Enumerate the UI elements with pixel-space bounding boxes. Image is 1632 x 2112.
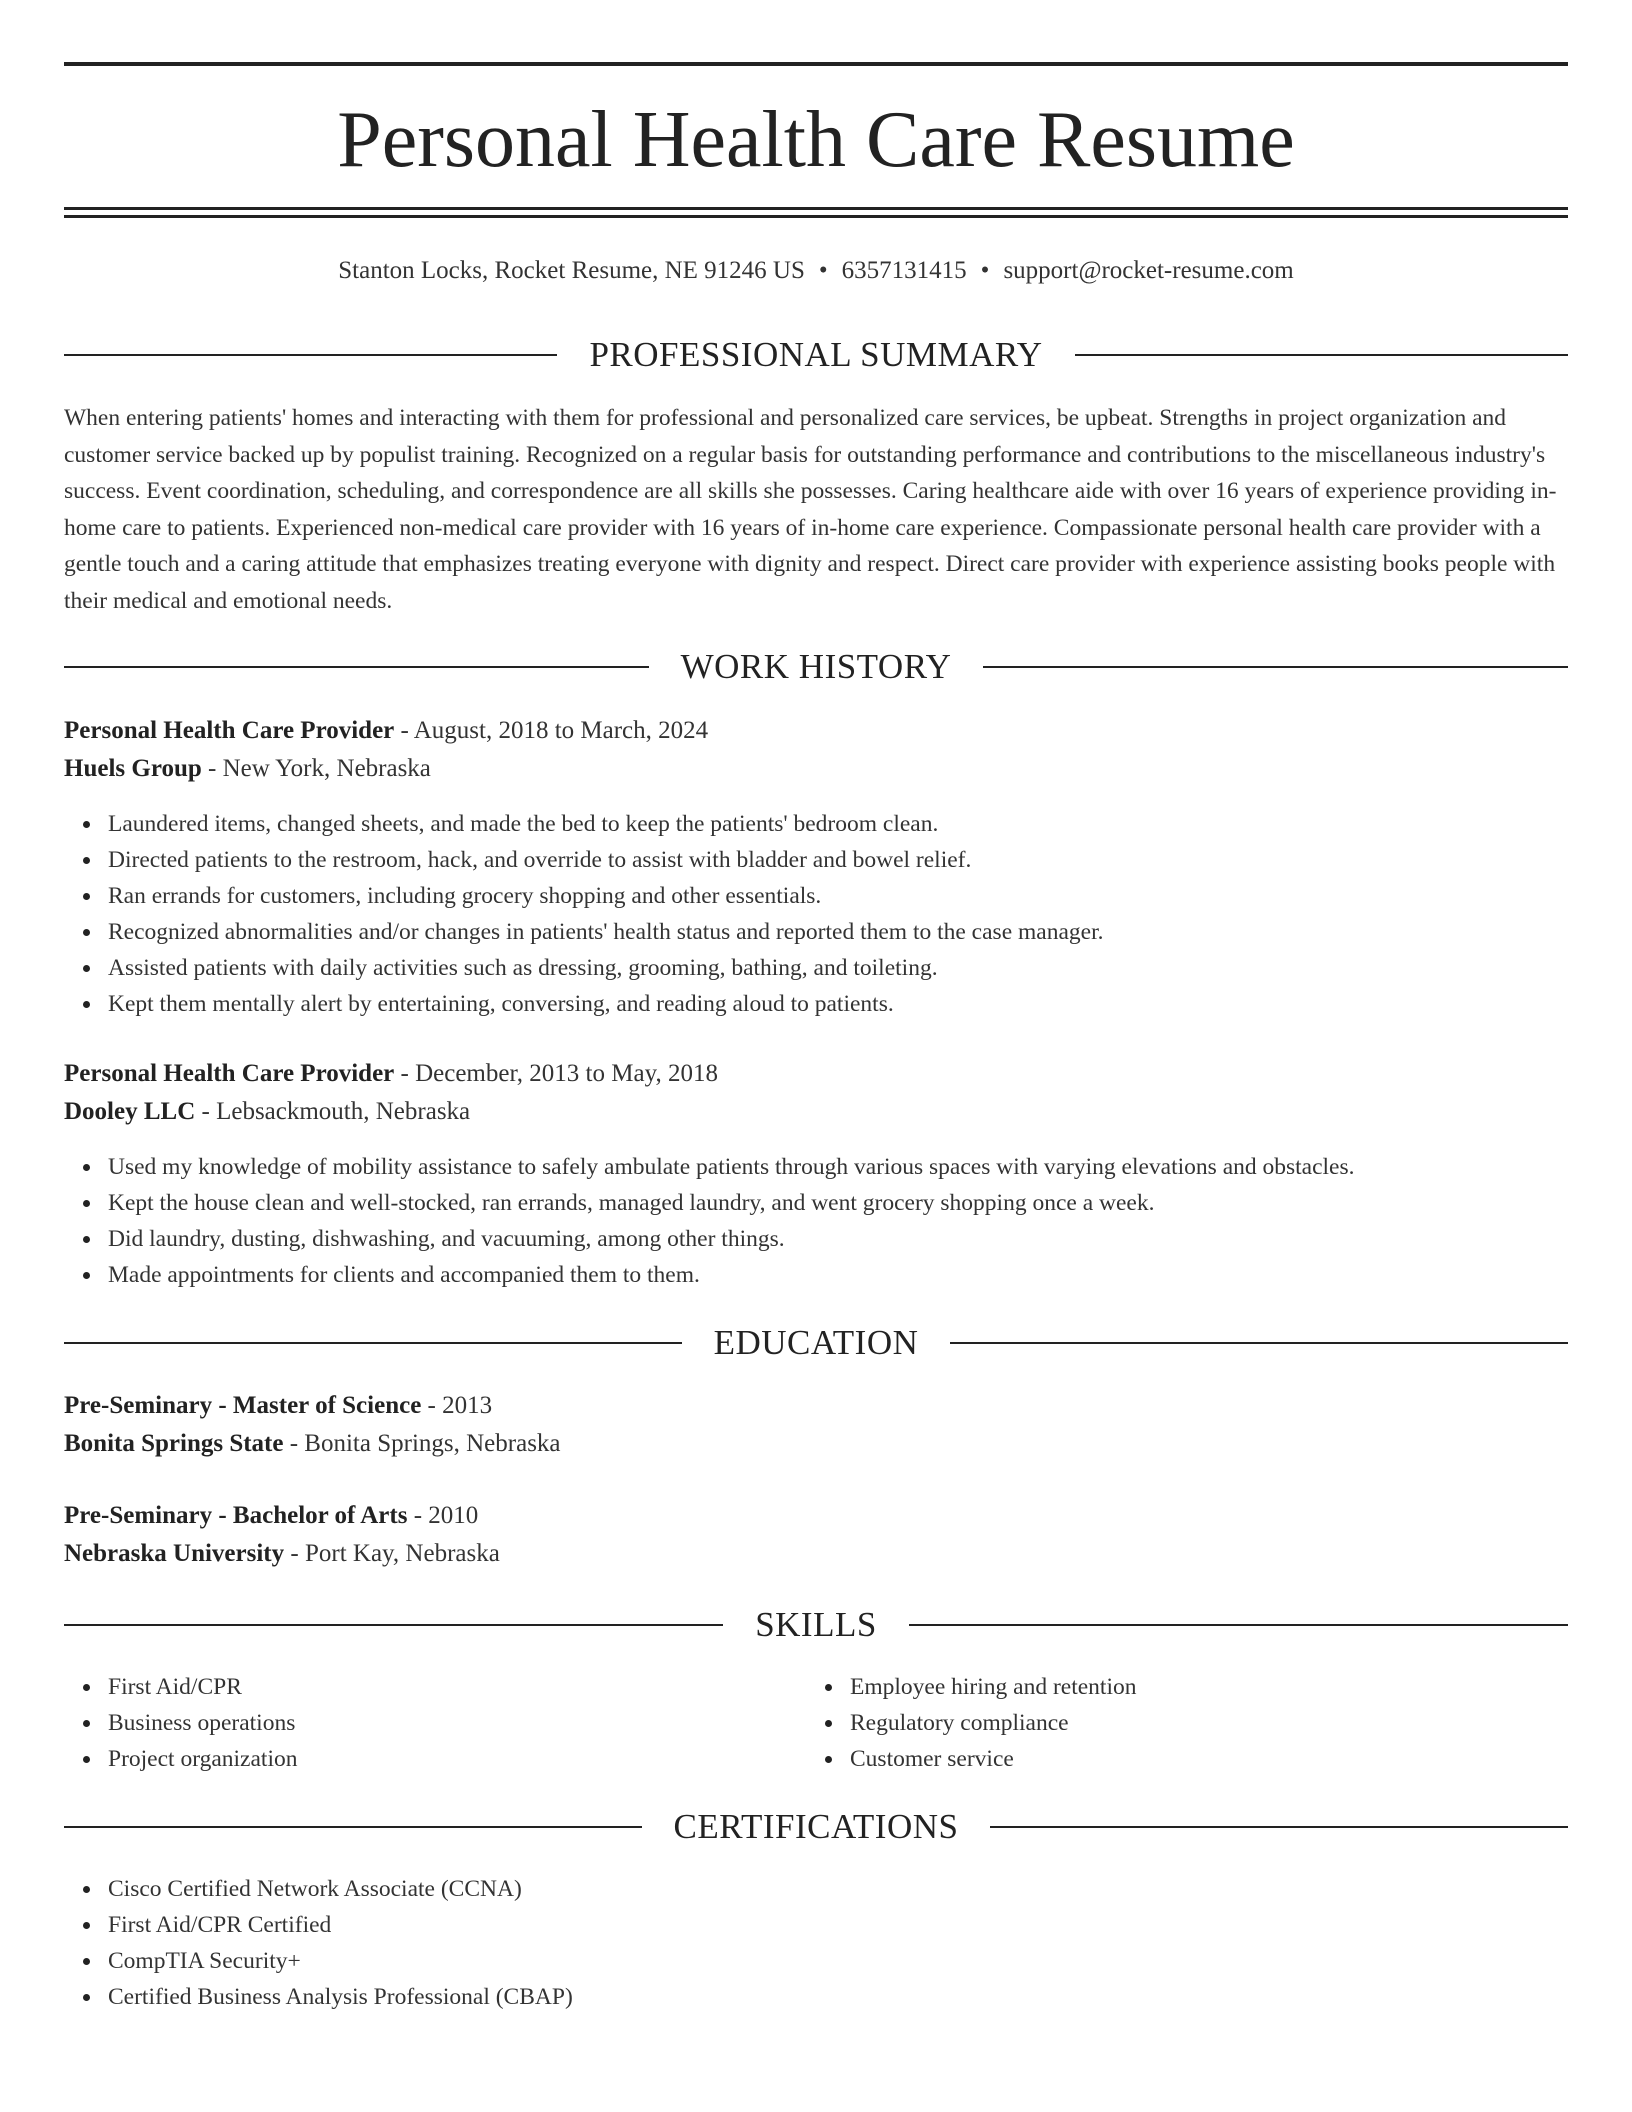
section-title-skills: SKILLS [755,1605,877,1644]
list-item: Directed patients to the restroom, hack, and override to assist with bladder and bowel relief. [108,842,1612,878]
section-header-work [64,647,1568,687]
job-location: - Lebsackmouth, Nebraska [195,1098,471,1125]
skill-item: Business operations [108,1705,808,1741]
contact-email: support@rocket-resume.com [1003,257,1294,284]
list-item: Recognized abnormalities and/or changes in patients' health status and reported them to the case manager. [108,914,1612,950]
contact-line [64,254,1568,288]
section-rule-left [64,1826,642,1828]
section-title-summary: PROFESSIONAL SUMMARY [589,335,1043,374]
job-company-line [64,1095,1568,1129]
section-header-certifications [64,1807,1568,1847]
education-year: - 2010 [407,1502,479,1529]
job-duties-list [64,806,1612,1022]
list-item: Did laundry, dusting, dishwashing, and vacuuming, among other things. [108,1221,1612,1257]
section-rule-right [950,1342,1568,1344]
list-item: Kept the house clean and well-stocked, ran errands, managed laundry, and went grocery shopping once a week. [108,1185,1612,1221]
resume-title: Personal Health Care Resume [337,96,1295,184]
section-rule-left [64,1624,723,1626]
section-title-work: WORK HISTORY [680,647,952,686]
skill-item: Project organization [108,1741,808,1777]
section-rule-right [983,666,1568,668]
education-school: Nebraska University [64,1540,285,1567]
list-item: Made appointments for clients and accompanied them to them. [108,1257,1612,1293]
job-title: Personal Health Care Provider [64,1060,395,1087]
certification-item: CompTIA Security+ [108,1943,1612,1979]
education-school-line [64,1537,1568,1571]
title-rule-lower [64,215,1568,218]
section-header-education [64,1323,1568,1363]
contact-phone: 6357131415 [841,257,967,284]
list-item: Kept them mentally alert by entertaining, conversing, and reading aloud to patients. [108,986,1612,1022]
section-title-education: EDUCATION [713,1323,919,1362]
list-item: Used my knowledge of mobility assistance to safely ambulate patients through various spaces with varying elevations and obstacles. [108,1149,1612,1185]
job-title-line [64,714,1568,748]
contact-separator: • [980,257,990,284]
job-title-line [64,1057,1568,1091]
skills-list-left [64,1669,808,1777]
section-header-skills [64,1605,1568,1645]
section-rule-right [909,1624,1568,1626]
job-location: - New York, Nebraska [201,755,431,782]
skill-item: Employee hiring and retention [850,1669,1568,1705]
job-company: Dooley LLC [64,1098,196,1125]
education-location: - Bonita Springs, Nebraska [283,1430,561,1457]
list-item: Laundered items, changed sheets, and made the bed to keep the patients' bedroom clean. [108,806,1612,842]
list-item: Assisted patients with daily activities such as dressing, grooming, bathing, and toileting. [108,950,1612,986]
contact-address: Stanton Locks, Rocket Resume, NE 91246 US [338,257,805,284]
education-school-line [64,1427,1568,1461]
section-rule-left [64,666,649,668]
education-degree-line [64,1389,1568,1423]
section-rule-right [990,1826,1568,1828]
section-title-certifications: CERTIFICATIONS [673,1807,959,1846]
job-dates: - August, 2018 to March, 2024 [394,717,709,744]
education-degree: Pre-Seminary - Bachelor of Arts [64,1502,408,1529]
education-degree-line [64,1499,1568,1533]
title-rule-upper [64,207,1568,210]
section-rule-left [64,354,557,356]
education-degree: Pre-Seminary - Master of Science [64,1392,422,1419]
job-duties-list [64,1149,1612,1293]
certification-item: First Aid/CPR Certified [108,1907,1612,1943]
job-company: Huels Group [64,755,202,782]
education-school: Bonita Springs State [64,1430,284,1457]
job-title: Personal Health Care Provider [64,717,395,744]
top-rule [64,62,1568,66]
skill-item: Regulatory compliance [850,1705,1568,1741]
education-location: - Port Kay, Nebraska [284,1540,500,1567]
certification-item: Certified Business Analysis Professional (CBAP) [108,1979,1612,2015]
education-year: - 2013 [421,1392,493,1419]
contact-separator: • [818,257,828,284]
section-header-summary [64,335,1568,375]
certification-item: Cisco Certified Network Associate (CCNA) [108,1871,1612,1907]
certifications-list [64,1871,1612,2015]
skill-item: First Aid/CPR [108,1669,808,1705]
job-dates: - December, 2013 to May, 2018 [394,1060,718,1087]
section-rule-left [64,1342,682,1344]
list-item: Ran errands for customers, including grocery shopping and other essentials. [108,878,1612,914]
skill-item: Customer service [850,1741,1568,1777]
skills-list-right [806,1669,1568,1777]
section-rule-right [1075,354,1568,356]
summary-text: When entering patients' homes and interacting with them for professional and personalized care services, be upbeat. Strengths in project organization and customer service backed up by populist training. Recognized on a regular basis for outstanding performance and contributions to the miscellaneous industry's success. Event coordination, scheduling, and correspondence are all skills she possesses. Caring healthcare aide with over 16 years of experience providing in-home care to patients. Experienced non-medical care provider with 16 years of in-home care experience. Compassionate personal health care provider with a gentle touch and a caring attitude that emphasizes treating everyone with dignity and respect. Direct care provider with experience assisting books people with their medical and emotional needs. [64,405,1557,614]
job-company-line [64,752,1568,786]
